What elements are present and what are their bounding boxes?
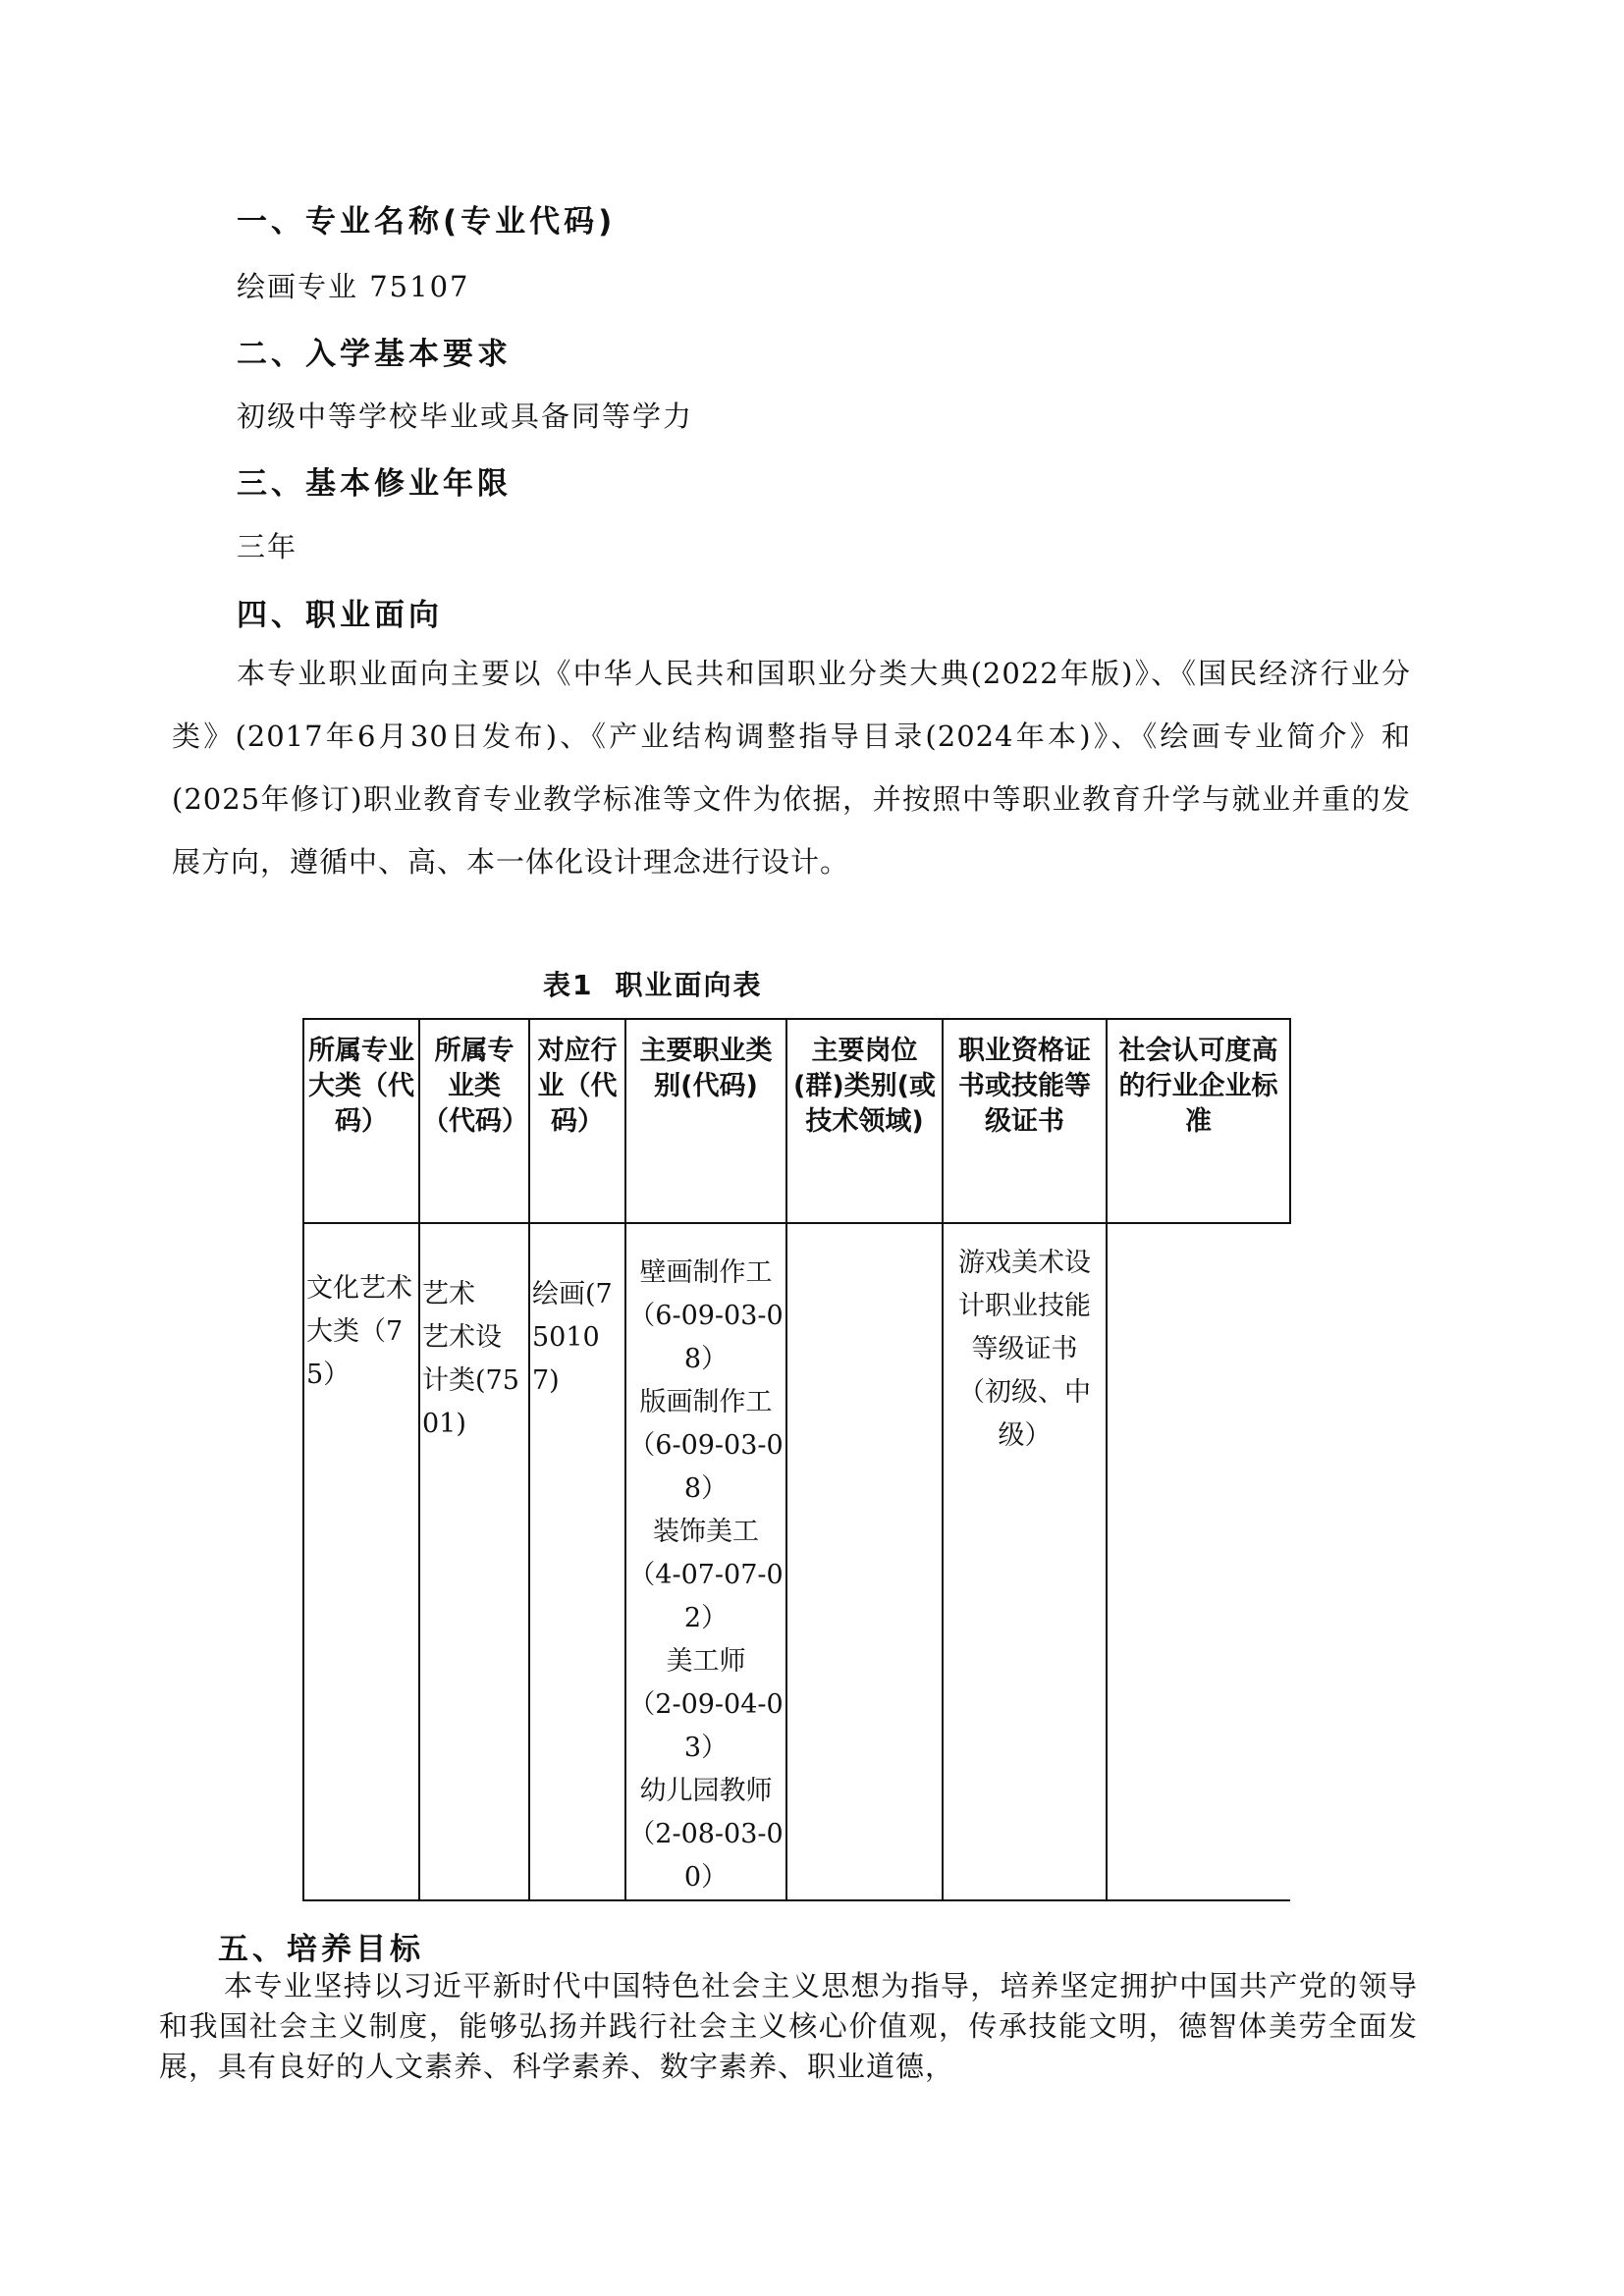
section-3-heading: 三、基本修业年限 [237,466,512,502]
study-duration: 三年 [237,530,298,563]
section-2-heading: 二、入学基本要求 [237,337,512,372]
table-header-row [303,1019,1290,1223]
header-position: 主要岗位(群)类别(或技术领域) [786,1019,943,1223]
occupation-code: （4-07-07-02） [628,1560,784,1633]
occupation-name: 美工师 [666,1646,746,1677]
cell-major-class-line1: 艺术 [422,1279,475,1309]
career-orientation-paragraph: 本专业职业面向主要以《中华人民共和国职业分类大典(2022年版)》、《国民经济行业分类》(2017年6月30日发布)、《产业结构调整指导目录(2024年本)》、《绘画专业简介》和(2025年修订)职业教育专业教学标准等文件为依据，并按照中等职业教育升学与就业并重的发展方向，遵循中、高、本一体化设计理念进行设计。 [172,657,1411,879]
table-row [303,1223,1290,1900]
occupation-name: 版画制作工 [639,1387,773,1417]
header-standards: 社会认可度高的行业企业标准 [1107,1019,1290,1223]
table-caption [543,964,763,1003]
cell-major-class [419,1223,529,1900]
section-1-heading: 一、专业名称(专业代码) [237,204,617,240]
section-4-heading: 四、职业面向 [237,598,443,633]
cell-occupations [625,1223,786,1900]
occupation-code: （2-09-04-03） [628,1689,784,1763]
cell-certificate: 游戏美术设计职业技能等级证书（初级、中级） [943,1223,1107,1900]
occupation-name: 装饰美工 [653,1517,759,1547]
section-5-heading: 五、培养目标 [218,1932,424,1967]
occupation-name: 幼儿园教师 [639,1776,773,1806]
training-goal-paragraph: 本专业坚持以习近平新时代中国特色社会主义思想为指导，培养坚定拥护中国共产党的领导和我国社会主义制度，能够弘扬并践行社会主义核心价值观，传承技能文明，德智体美劳全面发展，具有良好的人文素养、科学素养、数字素养、职业道德， [159,1969,1418,2083]
header-major-class: 所属专业类（代码） [419,1019,529,1223]
table-caption-title: 职业面向表 [615,969,763,1001]
header-major-category: 所属专业大类（代码） [303,1019,419,1223]
admission-requirement: 初级中等学校毕业或具备同等学力 [237,400,694,433]
occupation-code: （6-09-03-08） [628,1430,784,1504]
occupation-name: 壁画制作工 [639,1257,773,1288]
cell-major-class-line2: 艺术设计类(7501) [422,1322,519,1439]
header-certificate: 职业资格证书或技能等级证书 [943,1019,1107,1223]
header-occupation: 主要职业类别(代码) [625,1019,786,1223]
major-name-value: 绘画专业 75107 [237,270,470,303]
cell-industry: 绘画(750107) [529,1223,625,1900]
occupation-code: （6-09-03-08） [628,1301,784,1374]
cell-positions [786,1223,943,1900]
header-industry: 对应行业（代码） [529,1019,625,1223]
occupation-code: （2-08-03-00） [628,1819,784,1893]
career-orientation-table [302,1018,1291,1901]
table-caption-number: 表1 [543,969,594,1001]
cell-standards [1107,1223,1290,1900]
cell-major-category: 文化艺术大类（75） [303,1223,419,1900]
